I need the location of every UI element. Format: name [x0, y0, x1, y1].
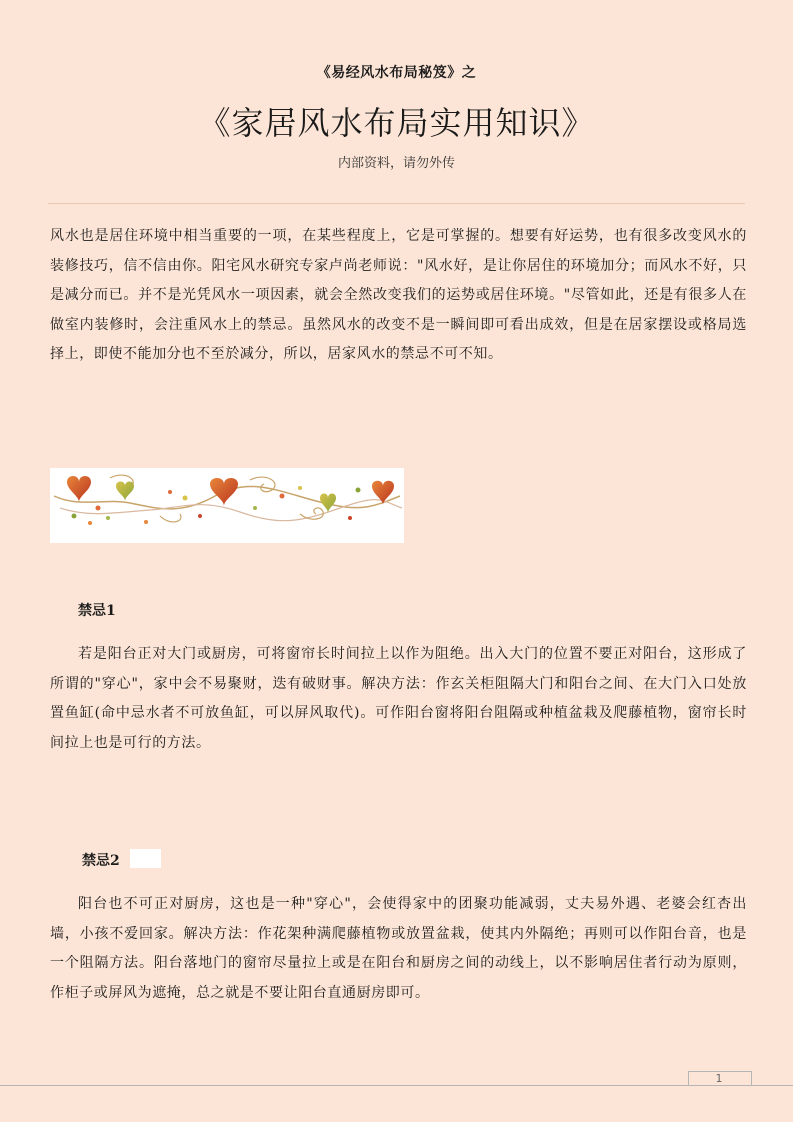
section-heading-2: 禁忌2: [82, 853, 120, 869]
header-divider: [48, 203, 745, 204]
section-body-1: 若是阳台正对大门或厨房，可将窗帘长时间拉上以作为阻绝。出入大门的位置不要正对阳台，这形成了所谓的"穿心"，家中会不易聚财，迭有破财事。解决方法：作玄关柜阻隔大门和阳台之间、在大门入口处放置鱼缸(命中忌水者不可放鱼缸，可以屏风取代)。可作阳台窗将阳台阻隔或种植盆栽及爬藤植物，窗帘长时间拉上也是可行的方法。: [50, 646, 747, 751]
document-title: 《家居风水布局实用知识》: [198, 104, 595, 142]
confidential-notice: 内部资料，请勿外传: [337, 156, 455, 171]
intro-paragraph: 风水也是居住环境中相当重要的一项，在某些程度上，它是可掌握的。想要有好运势，也有很多改变风水的装修技巧，信不信由你。阳宅风水研究专家卢尚老师说："风水好，是让你居住的环境加分；而风水不好，只是减分而已。并不是光凭风水一项因素，就会全然改变我们的运势或居住环境。"尽管如此，还是有很多人在做室内装修时，会注重风水上的禁忌。虽然风水的改变不是一瞬间即可看出成效，但是在居家摆设或格局选择上，即使不能加分也不至於减分，所以，居家风水的禁忌不可不知。: [50, 228, 747, 363]
hearts-vine-banner-image: [50, 468, 404, 543]
footer-divider: [0, 1085, 793, 1086]
section-body-2: 阳台也不可正对厨房，这也是一种"穿心"，会使得家中的团聚功能减弱，丈夫易外遇、老婆会红杏出墙，小孩不爱回家。解决方法：作花架种满爬藤植物或放置盆栽，使其内外隔绝；再则可以作阳台音，也是一个阻隔方法。阳台落地门的窗帘尽量拉上或是在阳台和厨房之间的动线上，以不影响居住者行动为原则，作柜子或屏风为遮掩，总之就是不要让阳台直通厨房即可。: [50, 896, 747, 1001]
page-number: 1: [715, 1072, 723, 1085]
hearts-vine-illustration: [50, 468, 404, 543]
series-title: 《易经风水布局秘笈》之: [316, 65, 477, 81]
highlight-box: [130, 849, 161, 868]
section-heading-1: 禁忌1: [78, 603, 116, 619]
